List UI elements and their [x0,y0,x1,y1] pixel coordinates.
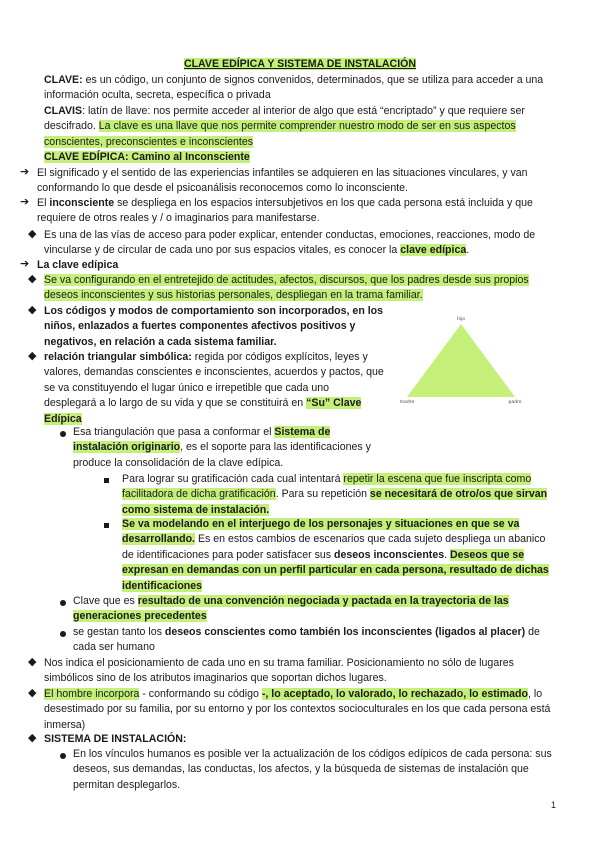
diamond-bullet-icon: ◆ [28,273,37,285]
triangle-label-right: padre [508,400,522,404]
page-title: CLAVE EDÍPICA Y SISTEMA DE INSTALACIÓN [183,58,417,70]
section-heading: SISTEMA DE INSTALACIÓN: [44,733,187,745]
oedipal-triangle-diagram [395,312,527,404]
clavis-definition: CLAVIS: latín de llave: nos permite acceder al interior de algo que está “encriptado” y que requiere ser descifrado. La clave es una llave que nos permite comprender nuestro modo de ser en sus aspectos conscientes, preconscientes e inconscientes [44,105,525,148]
diamond-item: Es una de las vías de acceso para poder explicar, entender conductas, emociones, reacciones, modo de vincularse y de circular de cada uno por sus espacios vitales, es conocer la clave edípica. [44,229,536,257]
bullet-icon [60,431,66,437]
bullet-item: En los vínculos humanos es posible ver la actualización de los códigos edípicos de cada persona: sus deseos, sus demandas, las conductas, los afectos, y la búsqueda de sistemas de instalación que permitan desplegarlos. [73,748,552,791]
square-item: Para lograr su gratificación cada cual intentará repetir la escena que fue inscripta como facilitadora de dicha gratificación. Para su repetición se necesitará de otro/os que sirvan como sistema de instalación. [122,473,548,516]
page-number: 1 [551,800,557,810]
diamond-item: Nos indica el posicionamiento de cada uno en su trama familiar. Posicionamiento no sólo de lugares simbólicos sino de los atributos imaginarios que soportan dichos lugares. [44,657,514,685]
diamond-bullet-icon: ◆ [28,687,37,699]
bullet-item: se gestan tanto los deseos conscientes como también los inconscientes (ligados al placer) de cada ser humano [73,626,540,654]
arrow-item: El significado y el sentido de las experiencias infantiles se adquieren en las situaciones vinculares, y van conformando lo que desde el psicoanálisis reconocemos como lo inconsciente. [37,167,528,195]
clave-definition: CLAVE: es un código, un conjunto de signos convenidos, determinados, que se utiliza para acceder a una información oculta, secreta, específica o privada [44,74,544,102]
arrow-icon: ➔ [20,258,30,270]
triangle-shape [407,324,515,397]
bullet-icon [60,631,66,637]
arrow-icon: ➔ [20,196,30,208]
square-bullet-icon [104,523,109,528]
triangle-label-left: madre [399,400,415,404]
section-heading: La clave edípica [37,259,119,271]
diamond-bullet-icon: ◆ [28,350,37,362]
diamond-item: relación triangular simbólica: regida por códigos explícitos, leyes y valores, demandas conscientes e inconscientes, acuerdos y pactos, que se va constituyendo el lugar único e irrepetible que cada uno desplegará a lo largo de su vida y que se constituirá en “Su” Clave Edípica [44,351,384,425]
triangle-label-top: hijo [456,317,466,322]
diamond-bullet-icon: ◆ [28,228,37,240]
diamond-item: El hombre incorpora - conformando su código -, lo aceptado, lo valorado, lo rechazado, lo estimado, lo desestimado por su familia, por su entorno y por los contextos socioculturales en los que cada persona está inmersa) [44,688,551,731]
diamond-item: Se va configurando en el entretejido de actitudes, afectos, discursos, que los padres desde sus propios deseos inconscientes y sus historias personales, despliegan en la trama familiar. [44,274,529,302]
bullet-item: Esa triangulación que pasa a conformar el Sistema de instalación originario, es el soporte para las identificaciones y produce la consolidación de la clave edípica. [73,426,371,469]
diamond-item: Los códigos y modos de comportamiento son incorporados, en los niños, enlazados a fuertes componentes afectivos positivos y negativos, en relación a cada sistema familiar. [44,305,384,348]
diamond-bullet-icon: ◆ [28,732,37,744]
square-item: Se va modelando en el interjuego de los personajes y situaciones en que se va desarrollando. Es en estos cambios de escenarios que cada sujeto despliega un abanico de identificaciones para poder satisfacer sus deseos inconscientes. Deseos que se expresan en demandas con un perfil particular en cada persona, resultado de dichas identificaciones [122,518,549,592]
square-bullet-icon [104,478,109,483]
diamond-bullet-icon: ◆ [28,656,37,668]
arrow-icon: ➔ [20,166,30,178]
bullet-item: Clave que es resultado de una convención negociada y pactada en la trayectoria de las generaciones precedentes [73,595,509,623]
bullet-icon [60,753,66,759]
diamond-bullet-icon: ◆ [28,304,37,316]
bullet-icon [60,600,66,606]
section-subtitle: CLAVE EDÍPICA: Camino al Inconsciente [44,151,250,163]
arrow-item: El inconsciente se despliega en los espacios intersubjetivos en los que cada persona está incluida y que requiere de otros reales y / o imaginarios para manifestarse. [37,197,533,225]
